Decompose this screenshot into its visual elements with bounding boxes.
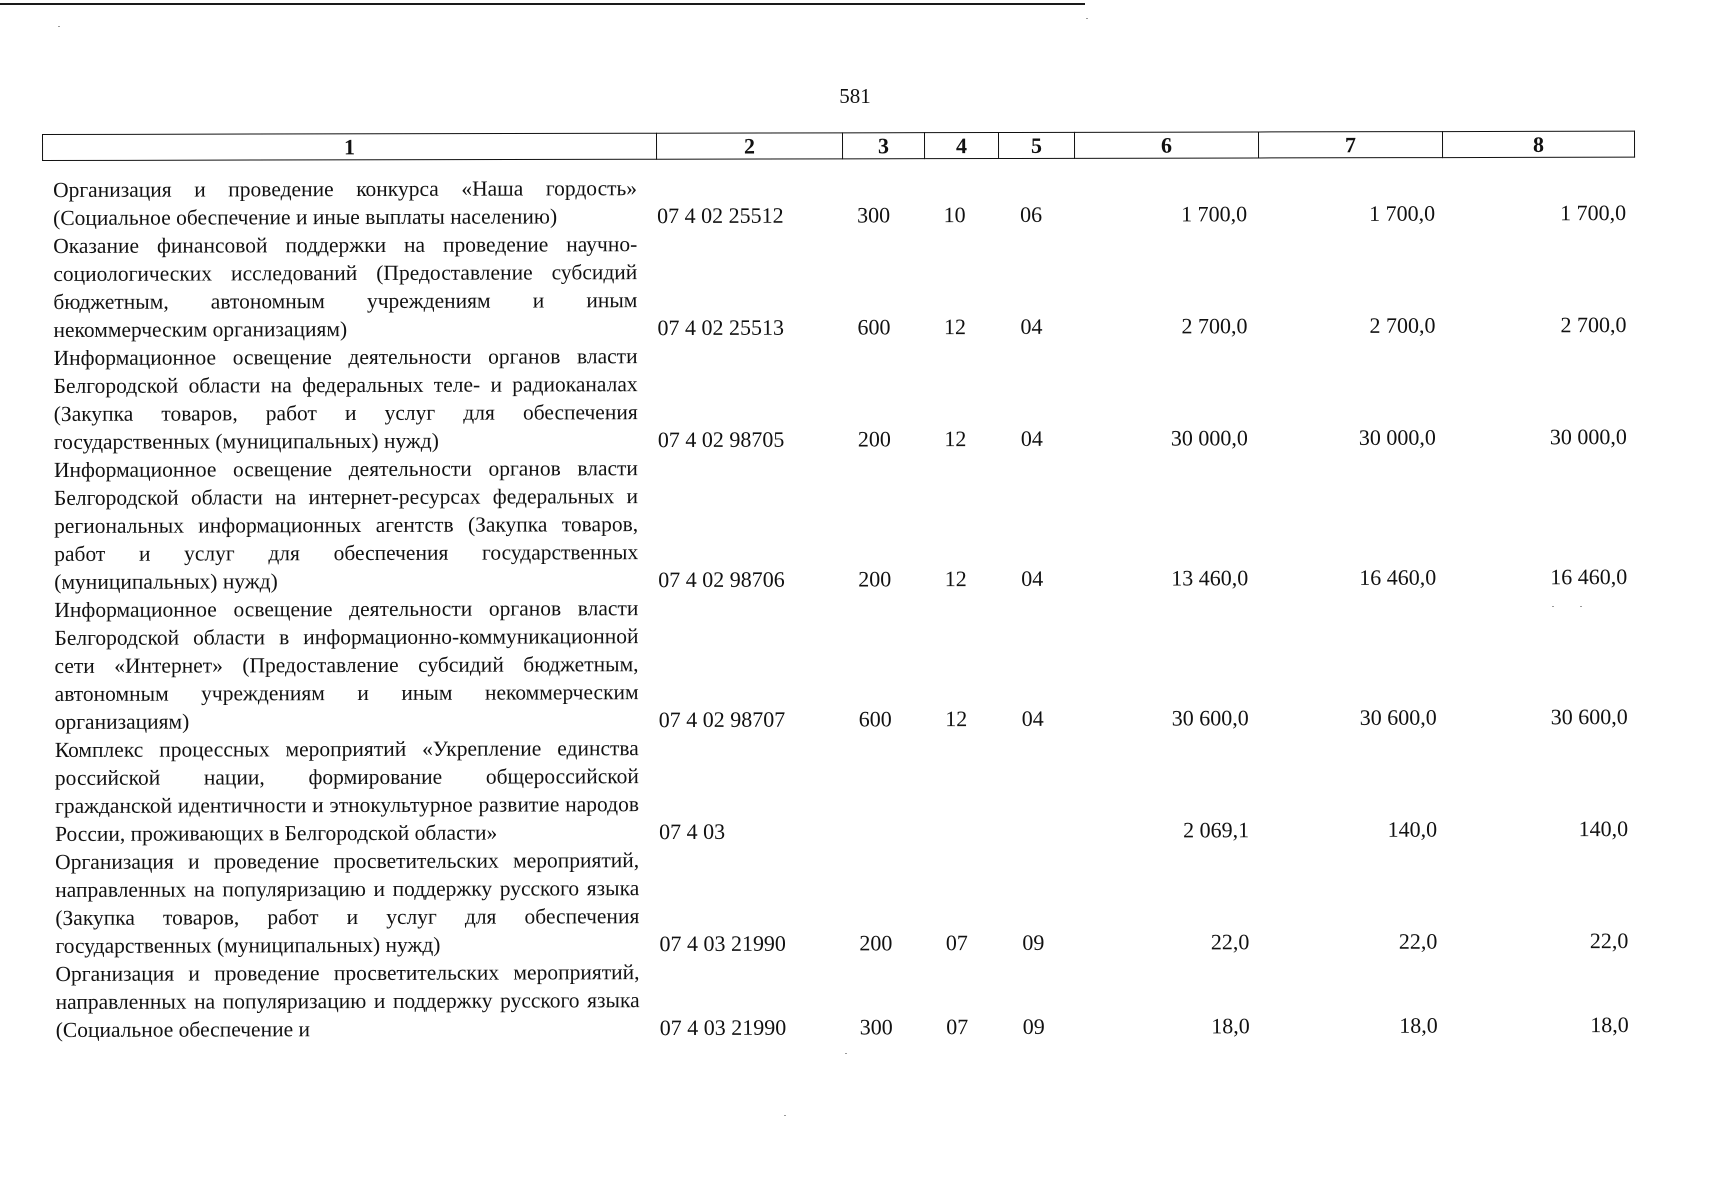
scan-edge-line [0,3,1085,5]
row-col-7: 30 000,0 [1358,424,1436,450]
scan-speck [58,26,60,27]
table-row [44,731,1636,848]
row-col-6: 2 700,0 [1181,313,1248,339]
row-col-4: 07 [946,1014,969,1040]
row-col-8: 2 700,0 [1560,312,1627,338]
table-body [42,171,1637,1044]
row-col-5: 04 [1020,313,1043,339]
table-row [42,171,1634,232]
header-col-6: 6 [1074,132,1258,158]
row-col-8: 30 600,0 [1550,704,1628,730]
header-col-4: 4 [924,132,998,158]
row-name: Организация и проведение конкурса «Наша гордость» (Социальное обеспечение и иные выплаты населению) [53,176,638,230]
table-header [42,131,1635,161]
row-col-6: 30 600,0 [1171,705,1249,731]
header-col-8: 8 [1442,131,1634,157]
scan-speck [1580,606,1582,607]
table-row [43,591,1635,736]
row-code: 07 4 02 25513 [657,314,785,341]
row-col-4: 12 [943,314,967,340]
row-code: 07 4 02 25512 [657,202,784,229]
row-name: Организация и проведение просветительских мероприятий, направленных на популяризацию и поддержку русского языка (Закупка товаров, работ и услуг для обеспечения государственных (муниципальных) нужд) [55,848,640,958]
row-col-8: 30 000,0 [1549,424,1627,450]
row-col-3: 200 [859,930,893,956]
row-col-4: 07 [945,930,968,956]
row-col-5: 04 [1021,565,1044,591]
row-col-8: 16 460,0 [1550,564,1628,590]
row-col-4: 12 [944,426,967,452]
row-col-8: 140,0 [1578,816,1629,842]
header-col-1: 1 [43,133,657,160]
row-name: Оказание финансовой поддержки на проведение научно-социологических исследований (Предоставление субсидий бюджетным, автономным учреждениям и иным некоммерческим организациям) [53,232,638,342]
row-col-7: 1 700,0 [1369,200,1436,226]
row-col-4: 12 [944,566,967,592]
row-col-7: 18,0 [1399,1012,1438,1038]
row-name: Информационное освещение деятельности органов власти Белгородской области в информационно-коммуникационной сети «Интернет» (Предоставление субсидий бюджетным, автономным учреждениям и иным некоммерческим организациям) [54,596,639,734]
table-row [43,339,1635,456]
row-col-7: 22,0 [1398,928,1438,954]
row-col-3: 600 [858,706,892,732]
header-col-5: 5 [998,132,1074,158]
row-col-5: 04 [1021,705,1044,731]
row-col-6: 30 000,0 [1170,425,1248,451]
row-col-5: 04 [1020,425,1043,451]
row-col-4: 10 [943,202,966,228]
page-number: 581 [839,84,871,108]
row-col-6: 18,0 [1211,1013,1250,1039]
row-col-8: 18,0 [1590,1012,1629,1038]
row-col-7: 16 460,0 [1359,564,1437,590]
header-col-3: 3 [842,133,924,159]
row-col-6: 13 460,0 [1171,565,1249,591]
row-name: Информационное освещение деятельности органов власти Белгородской области на интернет-ресурсах федеральных и региональных информационных агентств (Закупка товаров, работ и услуг для обеспечения государственных (муниципальных) нужд) [53,456,639,594]
row-code: 07 4 02 98707 [658,706,786,733]
header-col-2: 2 [656,133,842,159]
table-row [42,227,1634,344]
row-col-6: 2 069,1 [1183,817,1250,843]
scan-speck [1086,18,1088,19]
row-name: Комплекс процессных мероприятий «Укрепление единства российской нации, формирование общероссийской гражданской идентичности и этнокультурное развитие народов России, проживающих в Белгородской области» [54,736,640,846]
row-col-3: 600 [857,314,891,340]
row-col-3: 200 [858,566,892,592]
row-col-7: 30 600,0 [1359,704,1437,730]
row-code: 07 4 03 21990 [659,930,786,957]
row-col-8: 1 700,0 [1560,200,1627,226]
row-col-7: 140,0 [1387,816,1438,842]
row-col-3: 200 [857,426,891,452]
row-col-6: 1 700,0 [1181,201,1248,227]
row-code: 07 4 03 21990 [659,1014,787,1041]
row-col-8: 22,0 [1589,928,1629,954]
row-code: 07 4 03 [659,818,726,845]
row-col-3: 300 [859,1014,893,1040]
scan-speck [1552,606,1554,607]
table-row [44,843,1636,960]
row-col-5: 06 [1020,201,1043,227]
row-col-5: 09 [1022,929,1045,955]
scan-speck [845,1053,847,1054]
row-code: 07 4 02 98705 [657,426,785,453]
row-col-5: 09 [1022,1013,1045,1039]
table-row [44,955,1636,1044]
header-col-7: 7 [1258,132,1442,158]
row-col-3: 300 [857,202,891,228]
scan-speck [784,1115,786,1116]
row-col-7: 2 700,0 [1369,312,1436,338]
row-col-6: 22,0 [1210,929,1250,955]
row-name: Информационное освещение деятельности органов власти Белгородской области на федеральных теле- и радиоканалах (Закупка товаров, работ и услуг для обеспечения государственных (муниципальных) нужд) [53,344,638,454]
row-col-4: 12 [945,706,968,732]
row-code: 07 4 02 98706 [658,566,785,593]
row-name: Организация и проведение просветительских мероприятий, направленных на популяризацию и поддержку русского языка (Социальное обеспечение и [55,960,640,1042]
table-row [43,451,1635,596]
